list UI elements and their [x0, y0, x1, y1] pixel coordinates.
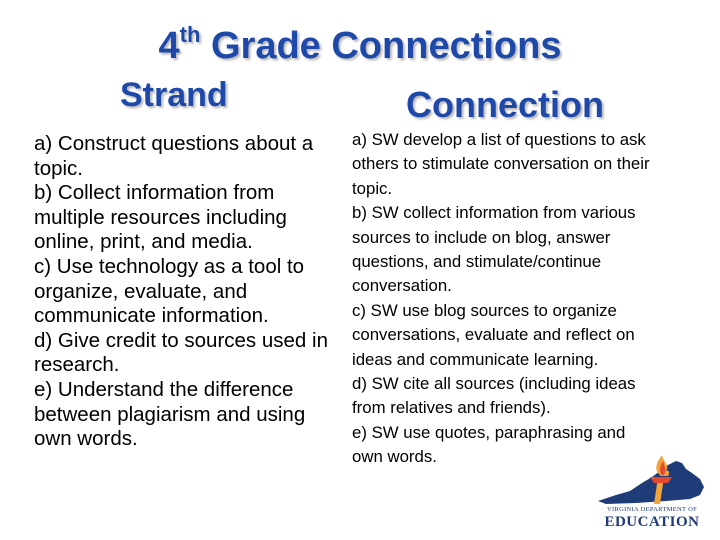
- connection-item: e) SW use quotes, paraphrasing and own words.: [352, 422, 626, 467]
- title-number: 4: [158, 25, 180, 67]
- title-ordinal-suffix: th: [179, 22, 201, 47]
- strand-item: e) Understand the difference between plagiarism and using own words.: [34, 377, 306, 451]
- logo-wordmark: EDUCATION: [604, 514, 700, 530]
- virginia-map-torch-icon: [596, 453, 708, 507]
- connection-column: [352, 128, 652, 470]
- connection-item: a) SW develop a list of questions to ask others to stimulate conversation on their topic.: [352, 130, 650, 198]
- logo-caption: VIRGINIA DEPARTMENT OF: [607, 506, 697, 513]
- connection-item: d) SW cite all sources (including ideas from relatives and friends).: [352, 374, 636, 418]
- title-text: Grade Connections: [200, 25, 562, 67]
- strand-item: c) Use technology as a tool to organize, evaluate, and communicate information.: [34, 254, 305, 328]
- page-title: [0, 22, 720, 68]
- connection-header: Connection: [406, 84, 604, 125]
- strand-column: [34, 132, 334, 452]
- strand-item: a) Construct questions about a topic.: [34, 132, 314, 180]
- connection-item: b) SW collect information from various sources to include on blog, answer questions, and stimulate/continue conversation.: [352, 203, 636, 296]
- virginia-doe-logo: [596, 453, 708, 533]
- strand-item: d) Give credit to sources used in research.: [34, 328, 328, 377]
- strand-item: b) Collect information from multiple resources including online, print, and media.: [34, 181, 287, 254]
- strand-header: Strand: [120, 76, 228, 114]
- connection-item: c) SW use blog sources to organize conversations, evaluate and reflect on ideas and communicate learning.: [352, 300, 635, 369]
